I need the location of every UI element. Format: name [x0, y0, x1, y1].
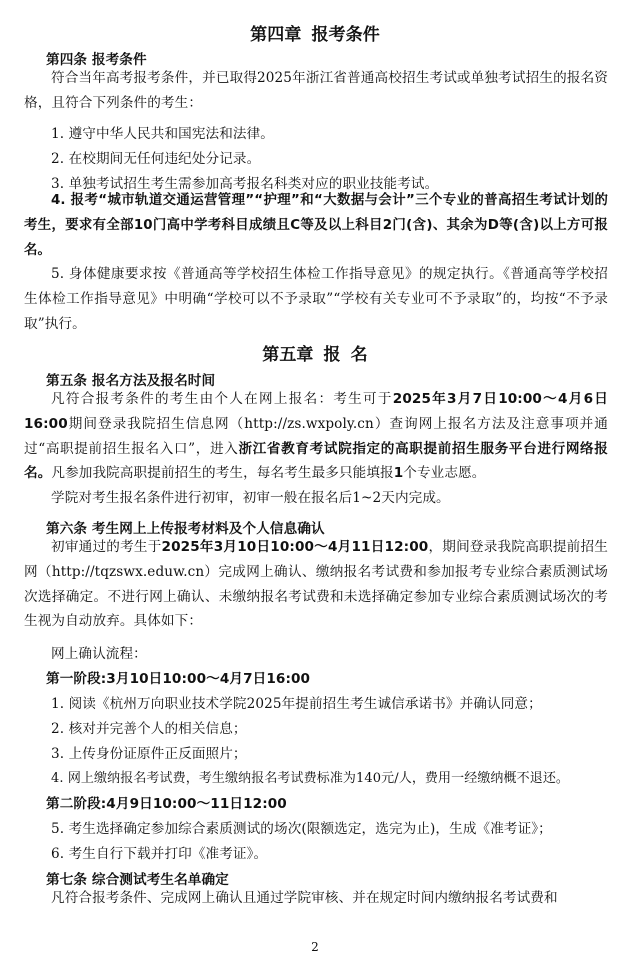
article-5-paragraph-2: 学院对考生报名条件进行初审，初审一般在报名后1~2天内完成。 — [51, 490, 450, 506]
condition-5: 5. 身体健康要求按《普通高等学校招生体检工作指导意见》的规定执行。《普通高等学校招生体检工作指导意见》中明确“学校可以不予录取”“学校有关专业可不予录取”的，均按“不予录取”执行。 — [24, 266, 608, 332]
stage-2-step-6: 6. 考生自行下载并打印《准考证》。 — [51, 846, 268, 862]
article-7-paragraph-1: 凡符合报考条件、完成网上确认且通过学院审核、并在规定时间内缴纳报名考试费和 — [51, 890, 558, 906]
article-6-paragraph-1 — [24, 535, 608, 634]
chapter-4-title: 第四章 报考条件 — [250, 25, 380, 45]
stage-2-step-5: 5. 考生选择确定参加综合素质测试的场次(限额选定，选完为止)，生成《准考证》； — [51, 821, 552, 837]
stage-1-step-4: 4. 网上缴纳报名考试费，考生缴纳报名考试费标准为140元/人，费用一经缴纳概不退还。 — [51, 771, 570, 786]
a5-limit-number: 1 — [393, 465, 404, 482]
condition-1: 1. 遵守中华人民共和国宪法和法律。 — [51, 126, 274, 142]
chapter-5-title: 第五章 报 名 — [262, 345, 368, 365]
a6-date-range: 2025年3月10日10:00～4月11日12:00 — [161, 539, 429, 555]
stage-1-step-1: 1. 阅读《杭州万向职业技术学院2025年提前招生考生诚信承诺书》并确认同意； — [51, 696, 542, 712]
page-number: 2 — [311, 940, 319, 954]
a5-platform-text: 浙江省教育考试院指定的高职提前招生服务平台进行网络报名。 — [24, 440, 608, 482]
article-4-title: 第四条 报考条件 — [46, 52, 147, 68]
stage-1-heading: 第一阶段:3月10日10:00～4月7日16:00 — [46, 671, 311, 687]
a5-text-g: 个专业志愿。 — [403, 465, 486, 482]
article-6-title: 第六条 考生网上上传报考材料及个人信息确认 — [46, 521, 325, 537]
article-5-paragraph-1 — [24, 387, 608, 486]
a5-text-a: 凡符合报考条件的考生由个人在网上报名：考生可于 — [51, 391, 393, 407]
article-7-title: 第七条 综合测试考生名单确定 — [46, 872, 229, 888]
condition-2: 2. 在校期间无任何违纪处分记录。 — [51, 151, 261, 167]
stage-2-heading: 第二阶段:4月9日10:00～11日12:00 — [46, 796, 287, 812]
stage-1-step-3: 3. 上传身份证原件正反面照片； — [51, 746, 247, 762]
condition-4: 4. 报考“城市轨道交通运营管理”“护理”和“大数据与会计”三个专业的普高招生考试计划的考生，要求有全部10门高中学考科目成绩且C等及以上科目2门(含)、其余为D等(含)以上方可报名。 — [24, 193, 608, 258]
stage-1-step-2: 2. 核对并完善个人的相关信息； — [51, 721, 247, 737]
condition-3: 3. 单独考试招生考生需参加高考报名科类对应的职业技能考试。 — [51, 176, 439, 192]
a6-text-a: 初审通过的考生于 — [51, 539, 162, 555]
article-5-title: 第五条 报名方法及报名时间 — [46, 373, 216, 389]
confirm-process-label: 网上确认流程： — [51, 646, 147, 662]
article-4-intro: 符合当年高考报考条件，并已取得2025年浙江省普通高校招生考试或单独考试招生的报名资格，且符合下列条件的考生： — [24, 70, 608, 111]
a5-text-c: 期间登录我院招生信息网（http://zs.wxpoly.cn）查询网上报名方法及注意事项并通过“高职提前招生报名入口”，进入 — [24, 415, 608, 457]
a5-text-e: 凡参加我院高职提前招生的考生，每名考生最多只能填报 — [51, 465, 394, 482]
a6-text-c: ，期间登录我院高职提前招生网（http://tqzswx.eduw.cn）完成网上确认、缴纳报名考试费和参加报考专业综合素质测试场次选择确定。不进行网上确认、未缴纳报名考试费和未选择确定参加专业综合素质测试场次的考生视为自动放弃。具体如下： — [24, 539, 608, 630]
a5-date-range: 2025年3月7日10:00～4月6日16:00 — [24, 391, 608, 432]
